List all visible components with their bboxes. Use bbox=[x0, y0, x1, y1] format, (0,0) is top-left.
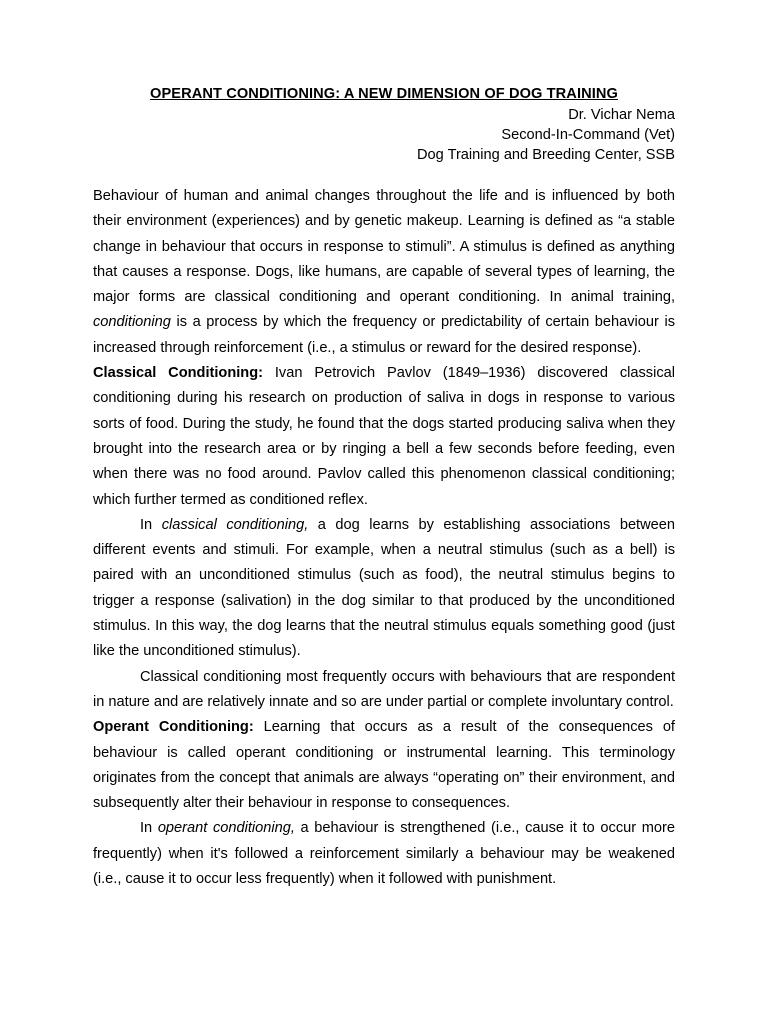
paragraph-intro bbox=[93, 184, 675, 361]
paragraph-classical bbox=[93, 361, 675, 513]
paragraph-operant bbox=[93, 715, 675, 816]
paragraph-text: Learning that occurs as a result of the consequences of behaviour is called operant conditioning or instrumental learning. This terminology originates from the concept that animals are always “operating on” their environment, and subsequently alter their behaviour in response to consequences. bbox=[93, 719, 675, 812]
italic-term: conditioning bbox=[93, 314, 171, 331]
paragraph-text: In bbox=[140, 516, 162, 533]
paragraph-text: Ivan Petrovich Pavlov (1849–1936) discovered classical conditioning during his research on production of saliva in dogs in response to various sorts of food. During the study, he found that the dogs started producing saliva when they brought into the research area or by ringing a bell a few seconds before feeding, even when there was no food around. Pavlov called this phenomenon classical conditioning; which further termed as conditioned reflex. bbox=[93, 365, 675, 508]
document-title: OPERANT CONDITIONING: A NEW DIMENSION OF DOG TRAINING bbox=[150, 86, 618, 102]
italic-term: classical conditioning, bbox=[161, 516, 309, 533]
author-position: Second-In-Command (Vet) bbox=[501, 127, 675, 143]
paragraph-text: a dog learns by establishing associations between different events and stimuli. For example, when a neutral stimulus (such as a bell) is paired with an unconditioned stimulus (such as food), the neutral stimulus begins to trigger a response (salivation) in the dog similar to that produced by the unconditioned stimulus. In this way, the dog learns that the neutral stimulus equals something good (just like the unconditioned stimulus). bbox=[93, 516, 675, 660]
paragraph-classical-example bbox=[93, 513, 675, 665]
author-name: Dr. Vichar Nema bbox=[568, 107, 675, 123]
author-block bbox=[417, 105, 675, 165]
paragraph-operant-definition bbox=[93, 816, 675, 892]
paragraph-text: Behaviour of human and animal changes throughout the life and is influenced by both their environment (experiences) and by genetic makeup. Learning is defined as “a stable change in behaviour that occurs in response to stimuli”. A stimulus is defined as anything that causes a response. Dogs, like humans, are capable of several types of learning, the major forms are classical conditioning and operant conditioning. In animal training, bbox=[93, 188, 675, 306]
paragraph-text: a behaviour is strengthened (i.e., cause it to occur more frequently) when it's followed a reinforcement similarly a behaviour may be weakened (i.e., cause it to occur less frequently) when it followed with punishment. bbox=[93, 820, 675, 888]
paragraph-text: is a process by which the frequency or predictability of certain behaviour is increased through reinforcement (i.e., a stimulus or reward for the desired response). bbox=[93, 314, 675, 356]
document-body bbox=[93, 184, 675, 892]
author-organization: Dog Training and Breeding Center, SSB bbox=[417, 147, 675, 163]
italic-term: operant conditioning, bbox=[157, 820, 295, 837]
section-heading-operant: Operant Conditioning: bbox=[93, 719, 254, 736]
paragraph-text: Classical conditioning most frequently occurs with behaviours that are respondent in nature and are relatively innate and so are under partial or complete involuntary control. bbox=[93, 668, 675, 710]
paragraph-classical-behaviours bbox=[93, 665, 675, 716]
section-heading-classical: Classical Conditioning: bbox=[93, 365, 263, 382]
paragraph-text: In bbox=[140, 820, 158, 837]
